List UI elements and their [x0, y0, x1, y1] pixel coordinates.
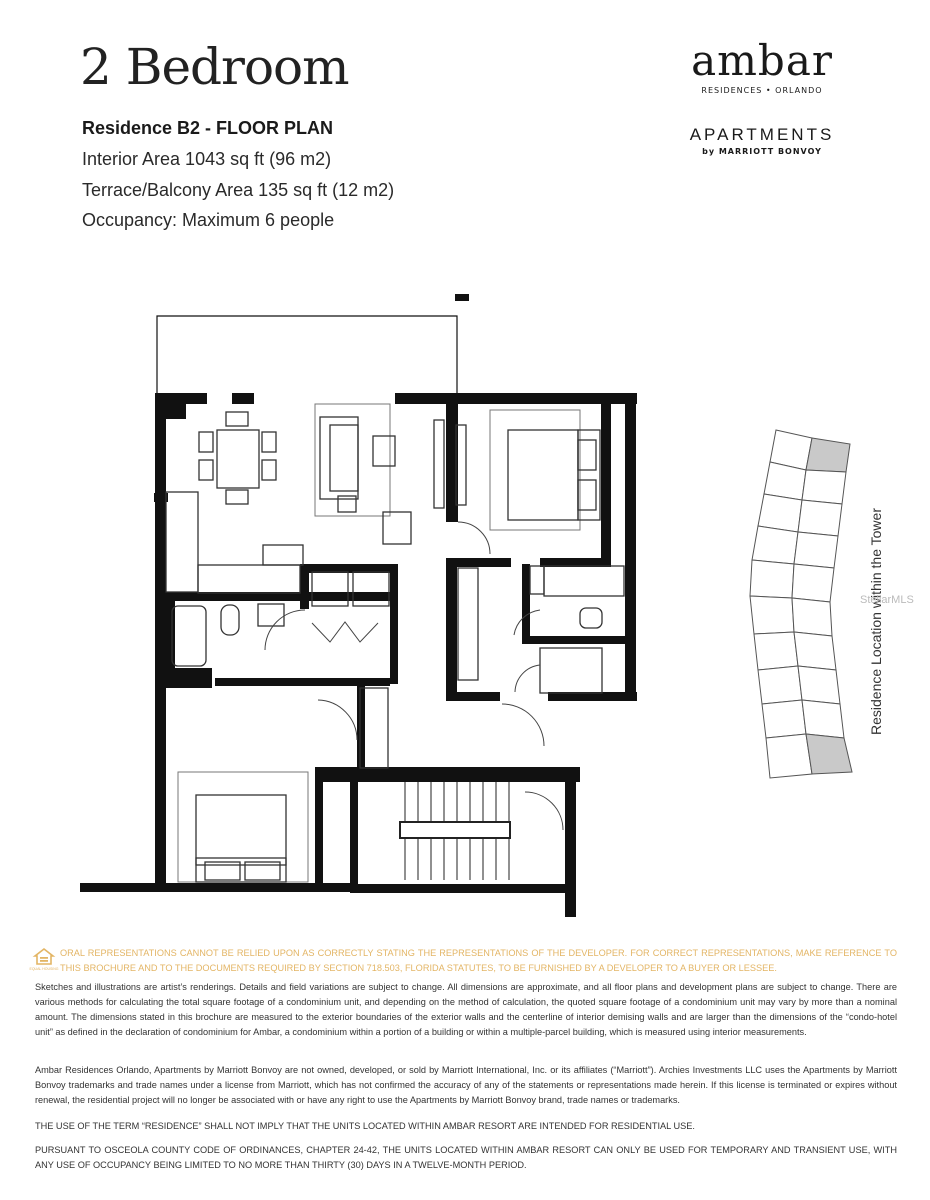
- stairs: [400, 782, 510, 880]
- master-bed: [508, 430, 578, 520]
- brand-by-line: by MARRIOTT BONVOY: [702, 147, 822, 156]
- terrace-outline: [157, 316, 457, 396]
- vanity: [458, 568, 478, 680]
- residence-term-notice: THE USE OF THE TERM “RESIDENCE” SHALL NOT IMPLY THAT THE UNITS LOCATED WITHIN AMBAR RESORT ARE INTENDED FOR RESIDENTIAL USE.: [35, 1121, 695, 1131]
- osceola-ordinance-notice: PURSUANT TO OSCEOLA COUNTY CODE OF ORDINANCES, CHAPTER 24-42, THE UNITS LOCATED WITHIN AMBAR RESORT CAN ONLY BE USED FOR TEMPORARY AND TRANSIENT USE, WITH ANY USE OF OCCUPANCY BEING LIMITED TO NO MORE THAN THIRTY (30) DAYS IN A TWELVE-MONTH PERIOD.: [35, 1145, 897, 1170]
- equal-housing-icon: [29, 948, 59, 972]
- shower: [540, 648, 602, 693]
- tower-units: [750, 430, 852, 778]
- floor-plan: [0, 280, 660, 930]
- second-bed: [196, 795, 286, 865]
- mls-watermark: StellarMLS: [860, 594, 914, 606]
- brand-block: [672, 38, 852, 156]
- dining-table: [217, 430, 259, 488]
- rugs: [178, 404, 580, 882]
- brand-logo: ambar: [691, 36, 833, 85]
- marriott-disclaimer: Ambar Residences Orlando, Apartments by Marriott Bonvoy are not owned, developed, or sold by Marriott International, Inc. or its affiliates (“Marriott”). Archies Investments LLC uses the Apartments by Marriott Bonvoy trademarks and trade names under a license from Marriott, which has not confirmed the accuracy of any of the statements or representations made herein. If this license is terminated or expires without renewal, the residential project will no longer be associated with or have any right to use the Apartments by Marriott Bonvoy brand, trade names or trademarks.: [35, 1065, 897, 1105]
- marker-block: [455, 294, 469, 301]
- sketches-disclaimer: Sketches and illustrations are artist’s renderings. Details and field variations are subject to change. All dimensions are approximate, and all floor plans and development plans are subject to change. There are various methods for calculating the total square footage of a condominium unit, and depending on the method of calculation, the quoted square footage of a condominium unit may vary by more than a nominal amount. The dimensions stated in this brochure are measured to the exterior boundaries of the exterior walls and the centerline of interior demising walls and are larger than the dimensions of the “condo-hotel unit” as defined in the declaration of condominium for Ambar, a condominium within a portion of a building or within a multiple-parcel building, which is measured using interior measurements.: [35, 982, 897, 1037]
- svg-text:EQUAL HOUSING: EQUAL HOUSING: [29, 967, 59, 971]
- tower-location-diagram: [740, 420, 860, 790]
- bathtub: [172, 606, 206, 666]
- brand-subtitle: RESIDENCES • ORLANDO: [701, 86, 823, 95]
- brand-apartments: APARTMENTS: [689, 125, 835, 144]
- oral-representations-notice: ORAL REPRESENTATIONS CANNOT BE RELIED UPON AS CORRECTLY STATING THE REPRESENTATIONS OF THE DEVELOPER. FOR CORRECT REPRESENTATIONS, MAKE REFERENCE TO THIS BROCHURE AND TO THE DOCUMENTS REQUIRED BY SECTION 718.503, FLORIDA STATUTES, TO BE FURNISHED BY A DEVELOPER TO A BUYER OR LESSEE.: [60, 948, 897, 973]
- tower-location-label: Residence Location within the Tower: [868, 508, 884, 735]
- occupancy: Occupancy: Maximum 6 people: [82, 210, 335, 230]
- residence-name: Residence B2 - FLOOR PLAN: [82, 118, 334, 138]
- interior-area: Interior Area 1043 sq ft (96 m2): [82, 149, 332, 169]
- page-title: 2 Bedroom: [80, 38, 349, 96]
- sofa: [320, 417, 358, 499]
- kitchen-counter: [166, 492, 198, 592]
- terrace-area: Terrace/Balcony Area 135 sq ft (12 m2): [82, 180, 395, 200]
